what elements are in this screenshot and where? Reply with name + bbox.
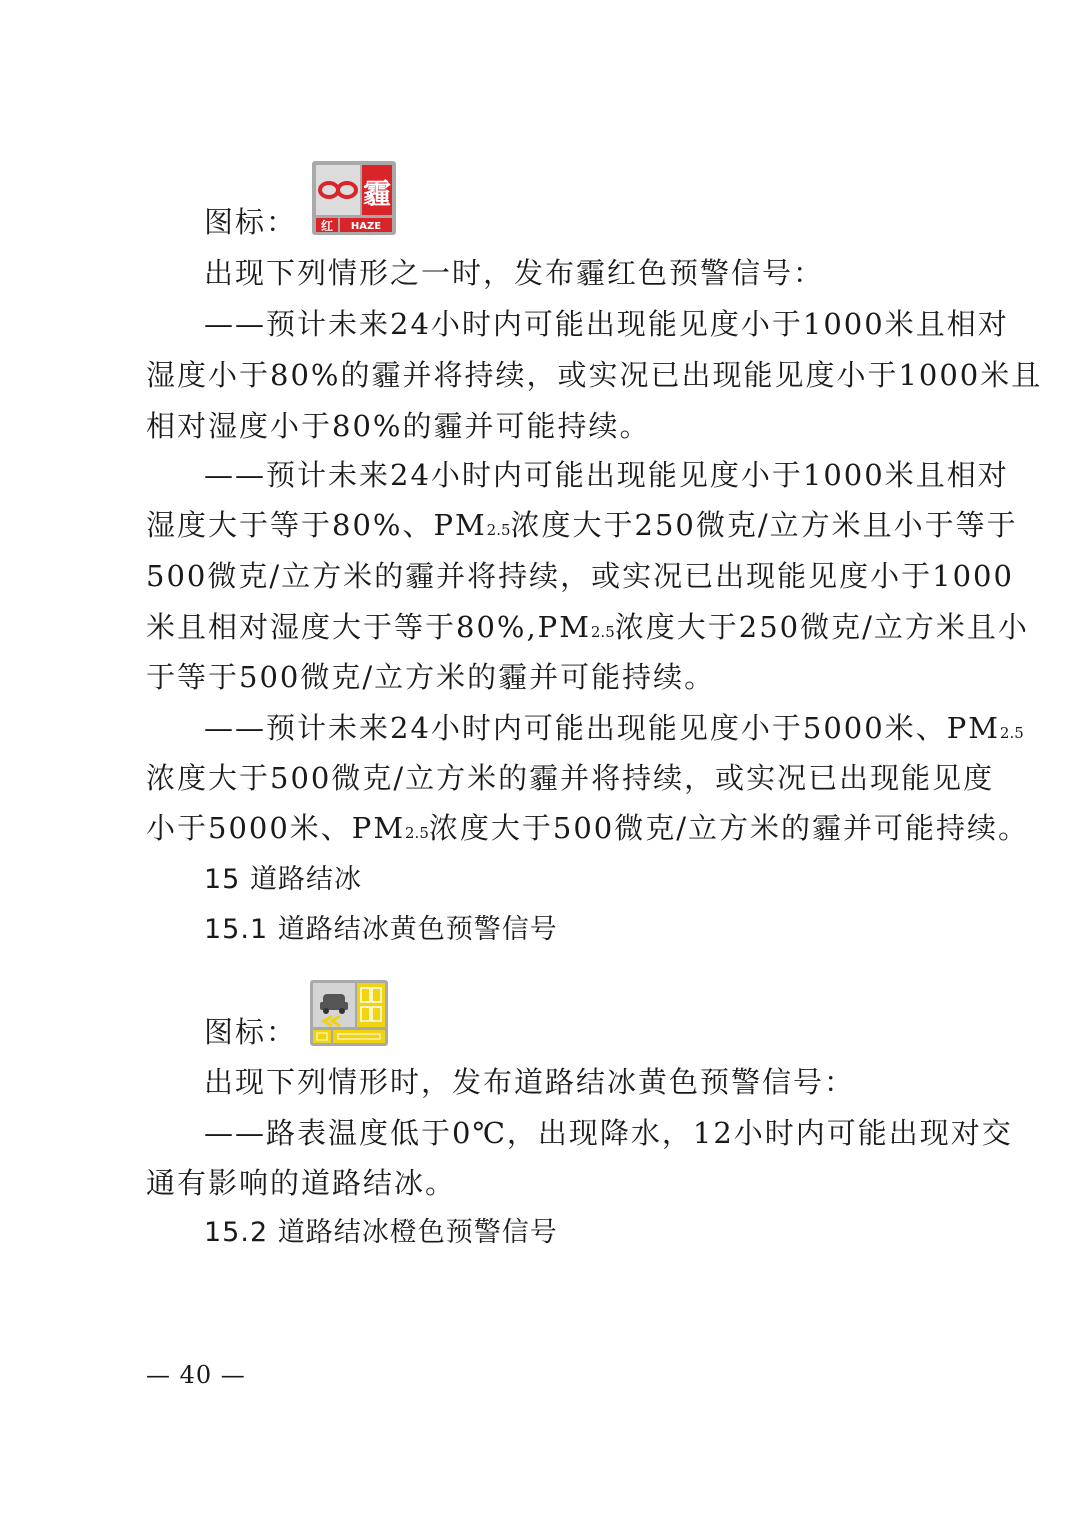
section-15-2-heading: 15.2 道路结冰橙色预警信号 bbox=[204, 1217, 558, 1248]
red-p2-line2: 湿度大于等于80%、PM2.5浓度大于250微克/立方米且小于等于 bbox=[146, 508, 1018, 542]
red-p3-line1: ——预计未来24小时内可能出现能见度小于5000米、PM2.5 bbox=[204, 711, 1024, 745]
section-15-1-heading: 15.1 道路结冰黄色预警信号 bbox=[204, 914, 558, 945]
haze-red-warning-icon bbox=[312, 161, 396, 235]
level-text: 红 bbox=[320, 219, 334, 233]
red-intro: 出现下列情形之一时，发布霾红色预警信号： bbox=[204, 256, 825, 290]
red-p2-line5: 于等于500微克/立方米的霾并可能持续。 bbox=[146, 660, 716, 694]
section-15-heading: 15 道路结冰 bbox=[204, 864, 362, 895]
icon-label: 图标： bbox=[204, 205, 298, 239]
red-p1-line3: 相对湿度小于80%的霾并可能持续。 bbox=[146, 409, 651, 443]
red-p2-line3: 500微克/立方米的霾并将持续，或实况已出现能见度小于1000 bbox=[146, 559, 1014, 593]
red-p2-line1: ——预计未来24小时内可能出现能见度小于1000米且相对 bbox=[204, 458, 1009, 492]
red-p3-line3: 小于5000米、PM2.5浓度大于500微克/立方米的霾并可能持续。 bbox=[146, 811, 1029, 845]
yellow-p1-line2: 通有影响的道路结冰。 bbox=[146, 1166, 457, 1200]
road-icing-yellow-warning-icon bbox=[310, 980, 388, 1046]
haze-char-text: 霾 bbox=[362, 177, 392, 210]
red-p1-line2: 湿度小于80%的霾并将持续，或实况已出现能见度小于1000米且 bbox=[146, 358, 1043, 392]
icon-label: 图标： bbox=[204, 1015, 298, 1049]
code-text: HAZE bbox=[350, 221, 382, 232]
red-p1-line1: ——预计未来24小时内可能出现能见度小于1000米且相对 bbox=[204, 307, 1009, 341]
red-p3-line2: 浓度大于500微克/立方米的霾并将持续，或实况已出现能见度 bbox=[146, 761, 995, 795]
yellow-intro: 出现下列情形时，发布道路结冰黄色预警信号： bbox=[204, 1065, 856, 1099]
page-number: — 40 — bbox=[146, 1361, 246, 1389]
red-p2-line4: 米且相对湿度大于等于80%,PM2.5浓度大于250微克/立方米且小 bbox=[146, 610, 1029, 644]
yellow-p1-line1: ——路表温度低于0℃，出现降水，12小时内可能出现对交 bbox=[204, 1116, 1013, 1150]
